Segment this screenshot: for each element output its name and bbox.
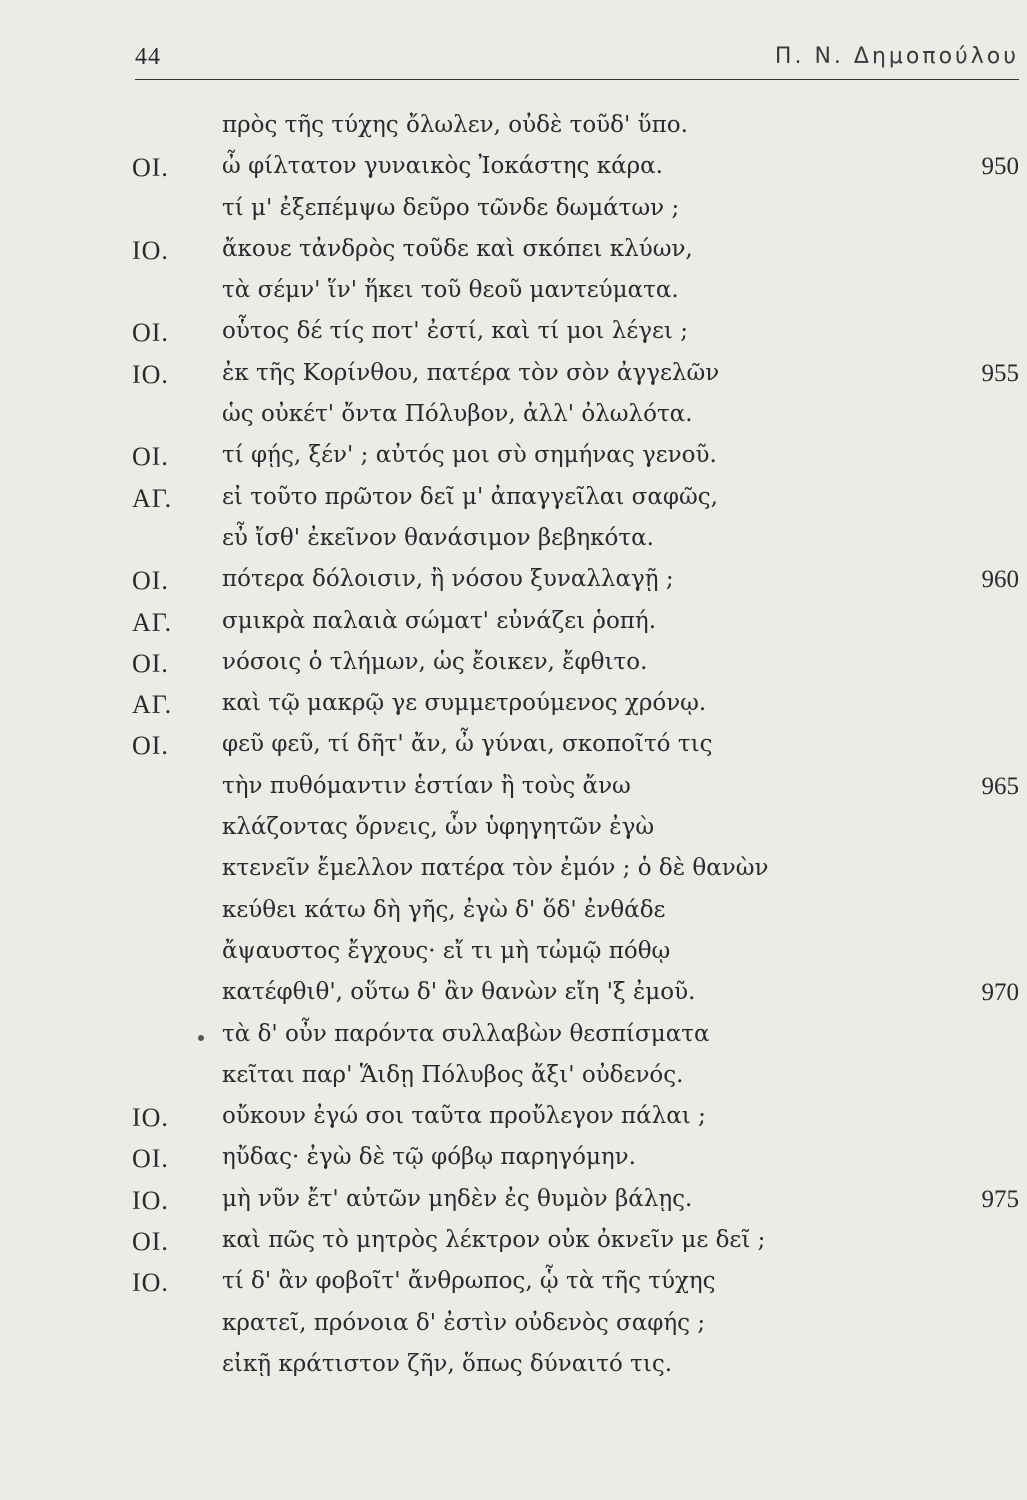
line-number: 955	[981, 359, 1019, 387]
page-header	[135, 44, 1019, 76]
verse-line	[0, 1351, 1027, 1392]
verse-text: κατέφθιθ', οὕτω δ' ἂν θανὼν εἴη 'ξ ἐμοῦ.	[222, 979, 696, 1006]
verse-text: φεῦ φεῦ, τί δῆτ' ἄν, ὦ γύναι, σκοποῖτό τις	[222, 731, 713, 758]
verse-line	[0, 979, 1027, 1020]
line-number: 960	[981, 566, 1019, 594]
verse-text: εἰκῇ κράτιστον ζῆν, ὅπως δύναιτό τις.	[222, 1350, 673, 1377]
speaker-label: ΙΟ.	[132, 1103, 169, 1133]
speaker-label: ΑΓ.	[132, 607, 173, 637]
verse-line	[0, 360, 1027, 401]
speaker-label: ΟΙ.	[132, 566, 169, 596]
verse-line	[0, 442, 1027, 483]
verse-line	[0, 938, 1027, 979]
verse-text: ἐκ τῆς Κορίνθου, πατέρα τὸν σὸν ἀγγελῶν	[222, 359, 720, 386]
verse-line	[0, 195, 1027, 236]
header-rule	[135, 79, 1019, 80]
speaker-label: ΙΟ.	[132, 359, 169, 389]
verse-line	[0, 484, 1027, 525]
verse-line	[0, 1144, 1027, 1185]
verse-text: νόσοις ὁ τλήμων, ὡς ἔοικεν, ἔφθιτο.	[222, 648, 648, 675]
verse-line	[0, 401, 1027, 442]
verse-text: οὔκουν ἐγώ σοι ταῦτα προὔλεγον πάλαι ;	[222, 1103, 706, 1130]
verse-line	[0, 1103, 1027, 1144]
page-number: 44	[135, 44, 161, 70]
speaker-label: ΟΙ.	[132, 731, 169, 761]
verse-line	[0, 690, 1027, 731]
verse-line	[0, 525, 1027, 566]
verse-text: κτενεῖν ἔμελλον πατέρα τὸν ἐμόν ; ὁ δὲ θανὼν	[222, 855, 769, 882]
verse-text: πρὸς τῆς τύχης ὄλωλεν, οὐδὲ τοῦδ' ὕπο.	[222, 112, 688, 138]
speaker-label: ΟΙ.	[132, 442, 169, 472]
speaker-label: ΙΟ.	[132, 1268, 169, 1298]
speaker-label: ΟΙ.	[132, 1144, 169, 1174]
speaker-label: ΑΓ.	[132, 483, 173, 513]
verse-text: καὶ πῶς τὸ μητρὸς λέκτρον οὐκ ὀκνεῖν με δεῖ ;	[222, 1227, 766, 1254]
running-head: Π. Ν. Δημοπούλου	[774, 44, 1019, 69]
verse-line	[0, 773, 1027, 814]
line-number: 950	[981, 153, 1019, 181]
speaker-label: ΑΓ.	[132, 690, 173, 720]
verse-text: σμικρὰ παλαιὰ σώματ' εὐνάζει ῥοπή.	[222, 607, 657, 634]
verse-line	[0, 1268, 1027, 1309]
speaker-label: ΟΙ.	[132, 153, 169, 183]
verse-text: εὖ ἴσθ' ἐκεῖνον θανάσιμον βεβηκότα.	[222, 524, 654, 551]
verse-text: τὰ δ' οὖν παρόντα συλλαβὼν θεσπίσματα	[222, 1020, 710, 1047]
verse-lines	[0, 112, 1027, 1392]
verse-text: τὴν πυθόμαντιν ἑστίαν ἢ τοὺς ἄνω	[222, 772, 631, 799]
verse-line	[0, 112, 1027, 153]
verse-line	[0, 277, 1027, 318]
line-number: 975	[981, 1185, 1019, 1213]
verse-line	[0, 566, 1027, 607]
verse-line	[0, 855, 1027, 896]
verse-text: κεύθει κάτω δὴ γῆς, ἐγὼ δ' ὅδ' ἐνθάδε	[222, 896, 666, 923]
verse-text: κεῖται παρ' Ἅιδῃ Πόλυβος ἄξι' οὐδενός.	[222, 1061, 684, 1088]
verse-line	[0, 731, 1027, 772]
verse-line	[0, 1227, 1027, 1268]
verse-line	[0, 236, 1027, 277]
verse-text: ὦ φίλτατον γυναικὸς Ἰοκάστης κάρα.	[222, 153, 663, 180]
line-number: 965	[981, 772, 1019, 800]
verse-text: τί δ' ἂν φοβοῖτ' ἄνθρωπος, ᾧ τὰ τῆς τύχης	[222, 1268, 716, 1295]
verse-text: πότερα δόλοισιν, ἢ νόσου ξυναλλαγῇ ;	[222, 566, 674, 593]
speaker-label: ΟΙ.	[132, 1227, 169, 1257]
verse-line	[0, 153, 1027, 194]
verse-line	[0, 897, 1027, 938]
verse-line	[0, 1186, 1027, 1227]
verse-text: ἄψαυστος ἔγχους· εἴ τι μὴ τὠμῷ πόθῳ	[222, 937, 671, 964]
verse-text: ὡς οὐκέτ' ὄντα Πόλυβον, ἀλλ' ὀλωλότα.	[222, 401, 693, 428]
verse-text: ἄκουε τἀνδρὸς τοῦδε καὶ σκόπει κλύων,	[222, 235, 693, 262]
verse-text: εἰ τοῦτο πρῶτον δεῖ μ' ἀπαγγεῖλαι σαφῶς,	[222, 483, 718, 510]
verse-line	[0, 1310, 1027, 1351]
speaker-label: ΟΙ.	[132, 318, 169, 348]
verse-text: τὰ σέμν' ἵν' ἥκει τοῦ θεοῦ μαντεύματα.	[222, 277, 679, 304]
speaker-label: ΙΟ.	[132, 235, 169, 265]
line-number: 970	[981, 979, 1019, 1007]
verse-text: ηὔδας· ἐγὼ δὲ τῷ φόβῳ παρηγόμην.	[222, 1144, 636, 1171]
verse-text: κρατεῖ, πρόνοια δ' ἐστὶν οὐδενὸς σαφής ;	[222, 1309, 706, 1336]
verse-line	[0, 318, 1027, 359]
verse-text: τί φῄς, ξέν' ; αὐτός μοι σὺ σημήνας γενοῦ.	[222, 442, 717, 469]
verse-text: μὴ νῦν ἔτ' αὐτῶν μηδὲν ἐς θυμὸν βάλῃς.	[222, 1185, 693, 1212]
speaker-label: ΟΙ.	[132, 648, 169, 678]
verse-line	[0, 608, 1027, 649]
verse-text: οὗτος δέ τίς ποτ' ἐστί, καὶ τί μοι λέγει ;	[222, 318, 688, 345]
verse-text: καὶ τῷ μακρῷ γε συμμετρούμενος χρόνῳ.	[222, 690, 707, 717]
margin-dot	[198, 1035, 204, 1041]
verse-line	[0, 814, 1027, 855]
verse-line	[0, 1021, 1027, 1062]
verse-text: τί μ' ἐξεπέμψω δεῦρο τῶνδε δωμάτων ;	[222, 194, 680, 221]
verse-text: κλάζοντας ὄρνεις, ὧν ὑφηγητῶν ἐγὼ	[222, 814, 655, 841]
verse-line	[0, 649, 1027, 690]
speaker-label: ΙΟ.	[132, 1185, 169, 1215]
verse-line	[0, 1062, 1027, 1103]
